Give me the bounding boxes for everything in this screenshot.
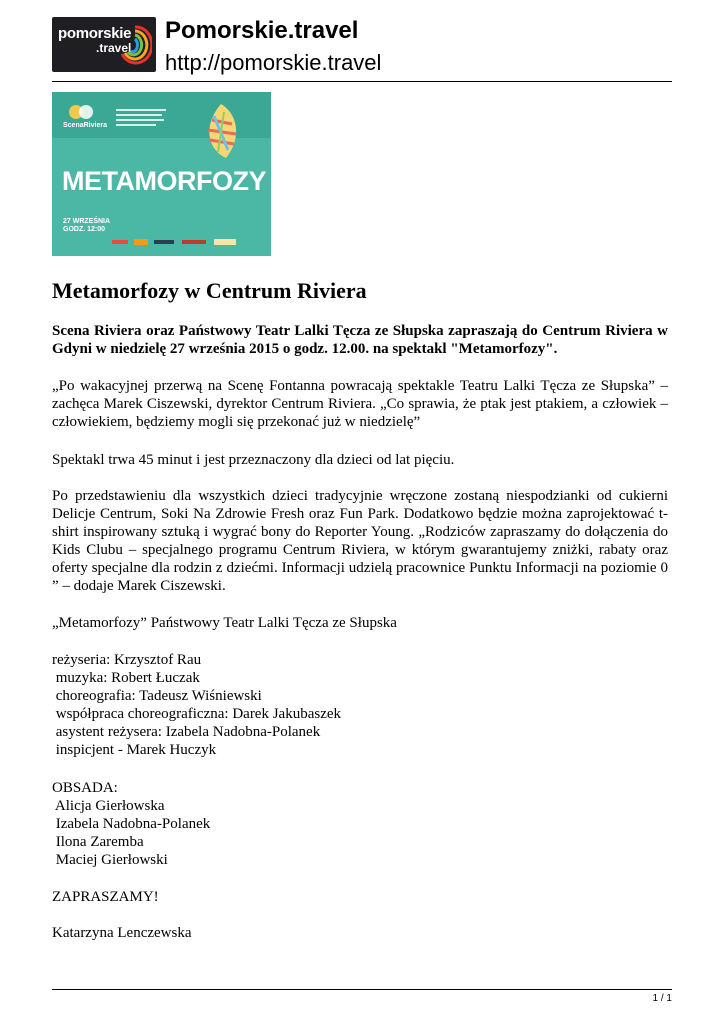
credit-line: asystent reżysera: Izabela Nadobna-Polanek: [52, 724, 321, 740]
poster-title: METAMORFOZY: [62, 166, 266, 196]
credit-line: choreografia: Tadeusz Wiśniewski: [52, 688, 262, 704]
site-url-link[interactable]: http://pomorskie.travel: [165, 50, 382, 75]
cast-member: Maciej Gierłowski: [52, 852, 168, 868]
cast-list: [52, 779, 668, 869]
credit-line: reżyseria: Krzysztof Rau: [52, 652, 202, 668]
site-title[interactable]: Pomorskie.travel: [165, 17, 359, 44]
poster-time-line: GODZ. 12:00: [63, 226, 106, 233]
pomorskie-travel-logo[interactable]: [52, 17, 156, 72]
theatre-masks-icon: [68, 104, 94, 120]
poster-date-line: 27 WRZEŚNIA: [63, 218, 111, 225]
cast-member: Ilona Zaremba: [52, 834, 144, 850]
credit-line: muzyka: Robert Łuczak: [52, 670, 200, 686]
article-paragraph: Spektakl trwa 45 minut i jest przeznaczony dla dzieci od lat pięciu.: [52, 452, 455, 468]
event-poster-image: [52, 92, 271, 256]
article-paragraph: „Po wakacyjnej przerwą na Scenę Fontanna powracają spektakle Teatru Lalki Tęcza ze Słupska” – zachęca Marek Ciszewski, dyrektor Centrum Riviera. „Co sprawia, że ptak jest ptakiem, a człowiek – człowiekiem, będziemy mogli się przekonać już w niedzielę”: [52, 378, 668, 430]
logo-subtext: .travel: [96, 41, 132, 55]
sponsor-logos: [112, 238, 242, 246]
footer-divider: [52, 989, 672, 990]
colorful-leaf-illustration: [198, 102, 244, 162]
article-author: Katarzyna Lenczewska: [52, 925, 192, 941]
article-headline: Metamorfozy w Centrum Riviera: [52, 278, 367, 303]
page-number: 1 / 1: [652, 993, 672, 1004]
poster-date: [63, 218, 110, 234]
credits-list: [52, 651, 668, 759]
invitation-text: ZAPRASZAMY!: [52, 889, 159, 905]
cast-member: Alicja Gierłowska: [52, 798, 165, 814]
header-divider: [52, 81, 672, 82]
credit-line: inspicjent - Marek Huczyk: [52, 742, 217, 758]
poster-brand: ScenaRiviera: [63, 122, 107, 129]
rainbow-swirl-icon: [118, 24, 152, 66]
poster-fine-print: [116, 109, 168, 129]
article-paragraph: Po przedstawieniu dla wszystkich dzieci tradycyjnie wręczone zostaną niespodzianki od cukierni Delicje Centrum, Soki Na Zdrowie Fresh oraz Fun Park. Dodatkowo będzie można zaprojektować t-shirt inspirowany sztuką i wygrać bony do Reporter Young. „Rodziców zapraszamy do dołączenia do Kids Clubu – specjalnego programu Centrum Riviera, w którym gwarantujemy zniżki, rabaty oraz oferty specjalne dla rodzin z dziećmi. Informacji udzielą pracownice Punktu Informacji na poziomie 0 ” – dodaje Marek Ciszewski.: [52, 488, 668, 594]
logo-text: pomorskie: [58, 25, 132, 42]
credit-line: współpraca choreograficzna: Darek Jakubaszek: [52, 706, 342, 722]
article-lead: Scena Riviera oraz Państwowy Teatr Lalki Tęcza ze Słupska zapraszają do Centrum Riviera w Gdyni w niedzielę 27 września 2015 o godz. 12.00. na spektakl "Metamorfozy".: [52, 323, 668, 357]
cast-heading: OBSADA:: [52, 780, 118, 796]
article-paragraph: „Metamorfozy” Państwowy Teatr Lalki Tęcza ze Słupska: [52, 615, 397, 631]
cast-member: Izabela Nadobna-Polanek: [52, 816, 211, 832]
